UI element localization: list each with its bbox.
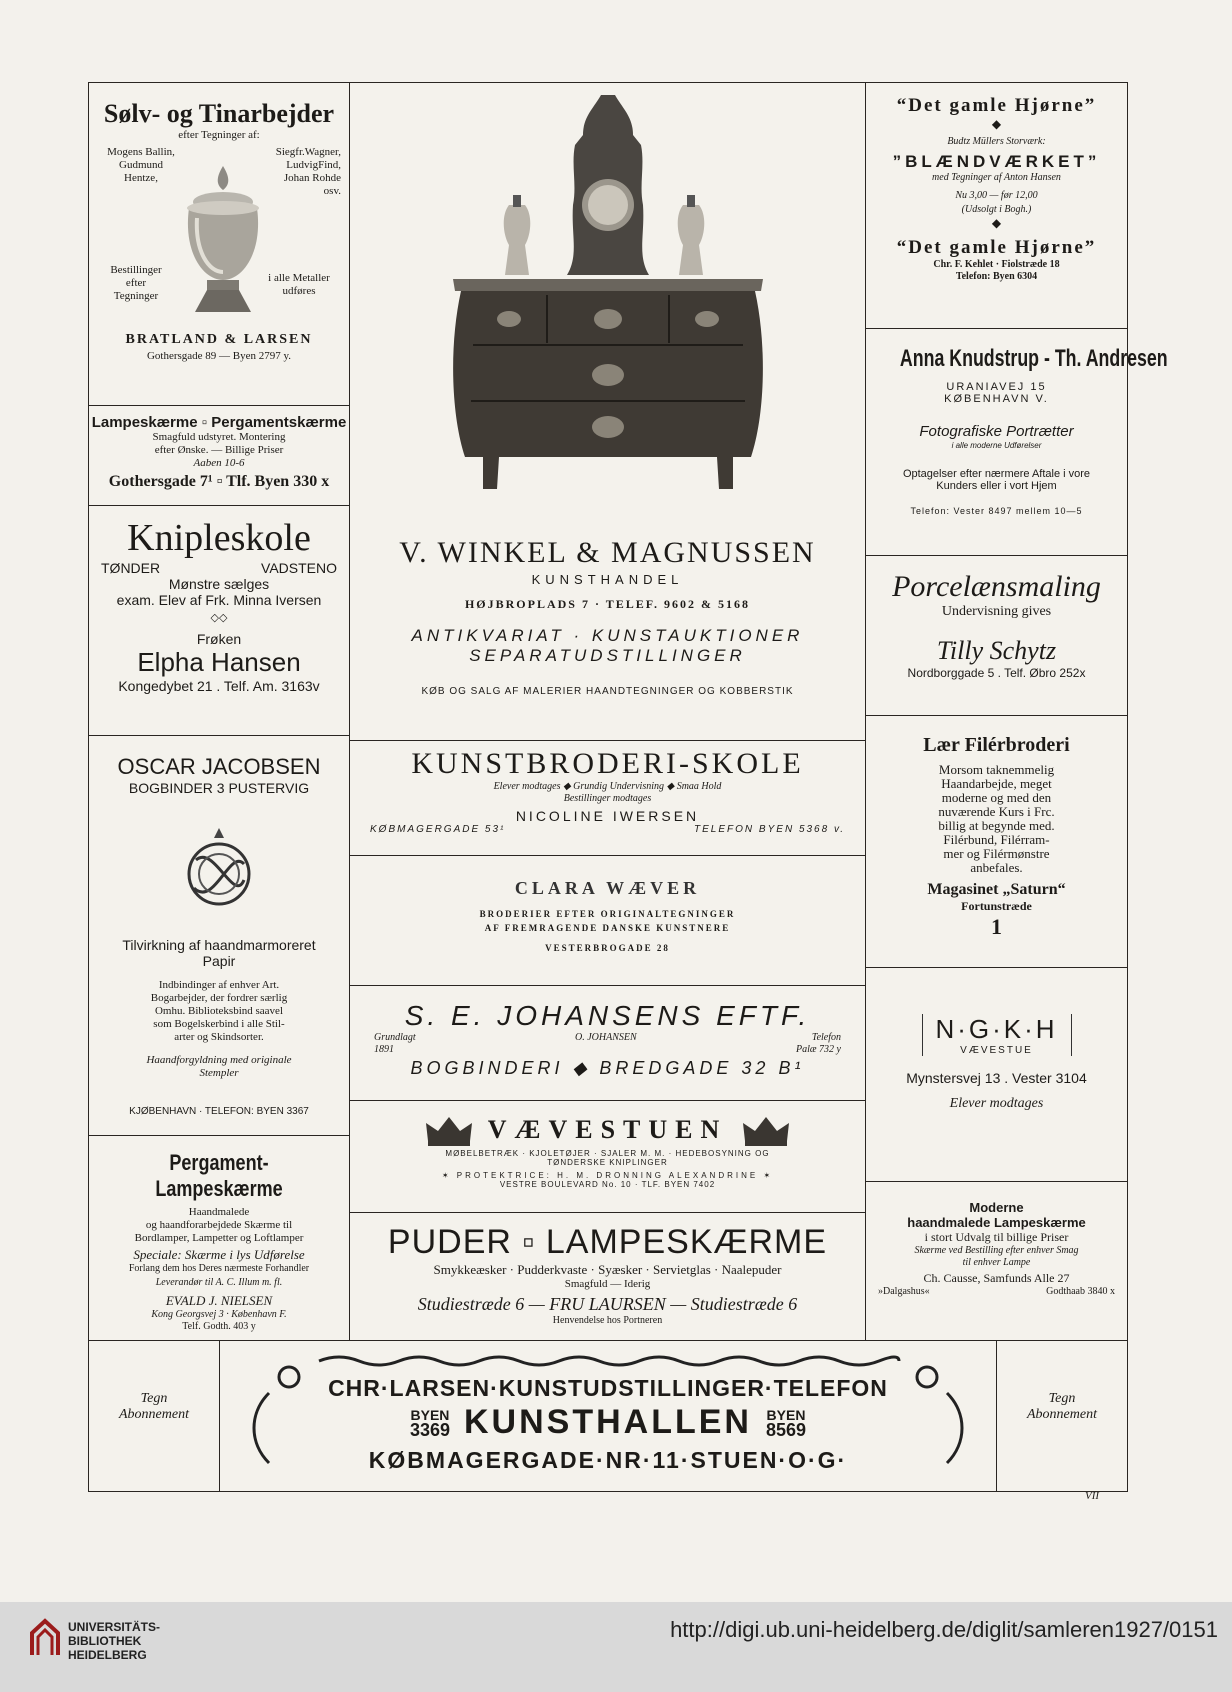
ad-line: ANTIKVARIAT · KUNSTAUKTIONER: [411, 626, 804, 645]
ornament: ◆: [991, 216, 1002, 230]
ad-sub: efter Tegninger af:: [178, 129, 260, 141]
ad-title: “Det gamle Hjørne”: [896, 237, 1097, 258]
ad-title: CLARA WÆVER: [514, 878, 701, 898]
founded-year: 1891: [374, 1044, 394, 1055]
ad-clara-waever: [350, 856, 865, 986]
ad-phone: Godthaab 3840 x: [1046, 1286, 1115, 1297]
subscribe-label: Tegn: [140, 1391, 168, 1406]
ad-title: KUNSTBRODERI-SKOLE: [411, 747, 804, 780]
crown-icon: [424, 1113, 474, 1147]
ad-knipleskole: [89, 506, 349, 736]
teacher-name: Elpha Hansen: [137, 647, 301, 677]
banner-title: KUNSTHALLEN: [464, 1403, 752, 1441]
banner-line: KØBMAGERGADE·NR·11·STUEN·O·G·: [368, 1447, 848, 1473]
ad-line: Stempler: [199, 1067, 239, 1079]
ad-line: Leverandør til A. C. Illum m. fl.: [155, 1277, 283, 1288]
founded-label: Grundlagt: [374, 1032, 416, 1043]
source-url-link[interactable]: http://digi.ub.uni-heidelberg.de/diglit/samleren1927/0151: [670, 1617, 1218, 1642]
ad-title: haandmalede Lampeskærme: [907, 1215, 1086, 1230]
ad-line: KØB OG SALG AF MALERIER HAANDTEGNINGER OG KOBBERSTIK: [421, 686, 794, 697]
ad-title: Sølv- og Tinarbejder: [103, 99, 335, 128]
ad-address: Chr. F. Kehlet · Fiolstræde 18: [933, 259, 1060, 270]
ornament: ◆: [991, 117, 1002, 131]
ad-line: MØBELBETRÆK · KJOLETØJER · SJALER M. M. · HEDEBOSYNING OG: [445, 1149, 770, 1158]
ad-line: exam. Elev af Frk. Minna Iversen: [116, 592, 322, 608]
ngkh-logo: [922, 1014, 1072, 1056]
ad-name: EVALD J. NIELSEN: [165, 1293, 273, 1308]
ad-line: Mønstre sælges: [168, 576, 270, 592]
ad-phone: Telefon: Byen 6304: [955, 271, 1038, 282]
ad-address: Gothersgade 7¹ ▫ Tlf. Byen 330 x: [108, 473, 330, 490]
ad-line: med Tegninger af Anton Hansen: [932, 172, 1061, 183]
ad-line: Elever modtages ◆ Grundig Undervisning ◆ Smaa Hold: [493, 781, 722, 792]
ad-vaevestuen: [350, 1101, 865, 1213]
ad-line: Smykkeæsker · Pudderkvaste · Syæsker · Servietglas · Naalepuder: [433, 1262, 782, 1277]
ad-line: Skærme ved Bestilling efter enhver Smag: [914, 1245, 1079, 1256]
ad-price: Nu 3,00 — før 12,00: [955, 190, 1038, 201]
designer-names-left: Mogens Ballin, Gudmund Hentze,: [107, 146, 175, 184]
university-logo-icon: [28, 1615, 62, 1659]
city-name: VADSTENO: [261, 560, 337, 576]
ad-line: BRODERIER EFTER ORIGINALTEGNINGER: [479, 909, 736, 919]
ad-sub: KUNSTHANDEL: [531, 572, 684, 587]
ad-line: og haandforarbejdede Skærme til: [145, 1219, 293, 1231]
ad-address: Kong Georgsvej 3 · København F.: [151, 1309, 287, 1320]
ad-address: Mynstersvej 13 . Vester 3104: [906, 1070, 1087, 1086]
phone-label: BYEN: [410, 1406, 450, 1423]
ad-line: i alle moderne Udførelser: [951, 441, 1042, 450]
street-number: 1: [991, 914, 1002, 939]
ad-line: Speciale: Skærme i lys Udførelse: [133, 1247, 305, 1262]
ad-anna-knudstrup: [866, 329, 1168, 556]
university-name: UNIVERSITÄTS- BIBLIOTHEK HEIDELBERG: [68, 1620, 161, 1662]
ad-address: KØBMAGERGADE 53¹: [370, 824, 506, 835]
ad-address: Nordborggade 5 . Telf. Øbro 252x: [907, 666, 1086, 680]
ad-line: Bordlamper, Lampetter og Loftlamper: [134, 1232, 304, 1244]
ad-title: S. E. JOHANSENS EFTF.: [404, 1000, 811, 1031]
ad-title: PUDER ▫ LAMPESKÆRME: [387, 1223, 828, 1261]
silver-tureen-icon: [173, 162, 273, 322]
ad-phone: Telf. Godth. 403 y: [182, 1321, 256, 1332]
ad-filerbroderi: [866, 716, 1127, 968]
book-title: ”BLÆNDVÆRKET”: [892, 152, 1101, 171]
ad-line: BOGBINDERI ◆ BREDGADE 32 B¹: [410, 1058, 805, 1078]
shop-name: Magasinet „Saturn“: [927, 881, 1066, 898]
ad-body: Indbindinger af enhver Art. Bogarbejder, der fordrer særlig Omhu. Biblioteksbind saavel som Bogelskerbind i alle Stil- arter og Skindsorter.: [150, 979, 288, 1043]
ad-line: i stort Udvalg til billige Priser: [924, 1230, 1069, 1244]
phone-number: 8569: [765, 1419, 807, 1440]
banner-line: CHR·LARSEN·KUNSTUDSTILLINGER·TELEFON: [328, 1375, 888, 1401]
ad-title: Knipleskole: [127, 517, 311, 559]
ad-line: Smagfuld udstyret. Montering: [152, 431, 286, 443]
designer-names-right: Siegfr.Wagner, LudvigFind, Johan Rohde osv.: [275, 146, 341, 197]
advertisement-page: [88, 82, 1168, 1492]
ad-line: Smagfuld — Iderig: [564, 1278, 651, 1290]
ad-det-gamle-hjorne: [866, 83, 1127, 329]
ad-address: HØJBROPLADS 7 · TELEF. 9602 & 5168: [464, 597, 751, 611]
ad-line: (Udsolgt i Bogh.): [961, 204, 1032, 215]
owner-name: O. JOHANSEN: [575, 1032, 637, 1043]
ad-title: VÆVESTUEN: [487, 1115, 728, 1144]
logo-text: N·G·K·H: [935, 1014, 1058, 1044]
ad-title: Anna Knudstrup - Th. Andresen: [899, 345, 1168, 372]
ad-oscar-jacobsen: [89, 736, 349, 1136]
order-note-right: i alle Metaller udføres: [268, 272, 330, 297]
phone-label: Telefon: [811, 1032, 841, 1043]
order-note-left: Bestillinger efter Tegninger: [110, 264, 162, 302]
ad-lampeskaerme: [89, 406, 349, 506]
ad-title: V. WINKEL & MAGNUSSEN: [399, 536, 816, 569]
ad-line: til enhver Lampe: [962, 1257, 1031, 1268]
phone-number: Palæ 732 y: [796, 1044, 841, 1055]
teacher-name: Tilly Schytz: [936, 636, 1057, 665]
ad-line: Tilvirkning af haandmarmoreret: [122, 937, 316, 953]
logo-sub: VÆVESTUE: [960, 1045, 1033, 1056]
ad-pergament-lampeskaerme: [89, 1136, 349, 1340]
ad-phone: Telefon: Vester 8497 mellem 10—5: [910, 506, 1083, 516]
ad-line: TØNDERSKE KNIPLINGER: [547, 1158, 668, 1167]
subscribe-label: Tegn: [1048, 1391, 1076, 1406]
ad-line: efter Ønske. — Billige Priser: [154, 444, 284, 456]
ad-body: Morsom taknemmelig Haandarbejde, meget moderne og med den nuværende Kurs i Frc. billig at begynde med. Filérbund, Filérram- mer og Filérmønstre anbefales.: [938, 762, 1055, 875]
antique-commode-icon: [443, 95, 773, 525]
ad-kunstbroderi-skole: [350, 741, 865, 856]
ad-address: KJØBENHAVN · TELEFON: BYEN 3367: [129, 1106, 309, 1117]
ad-line: Bestillinger modtages: [563, 793, 652, 804]
ad-title: Porcelænsmaling: [892, 570, 1101, 603]
monogram-icon: [174, 824, 264, 914]
ad-address: Studiestræde 6 — FRU LAURSEN — Studiestræde 6: [417, 1294, 798, 1314]
ad-line: Henvendelse hos Portneren: [552, 1315, 663, 1326]
subscribe-box-right: [996, 1341, 1127, 1492]
ad-line: AF FREMRAGENDE DANSKE KUNSTNERE: [484, 923, 731, 933]
ad-title: Lampeskærme ▫ Pergamentskærme: [91, 414, 347, 431]
crown-icon: [741, 1113, 791, 1147]
ad-line: Haandforgyldning med originale: [146, 1054, 292, 1066]
ad-address: VESTRE BOULEVARD No. 10 · TLF. BYEN 7402: [499, 1180, 716, 1189]
ad-line: Fotografiske Portrætter: [919, 423, 1074, 440]
ad-line: Haandmalede: [188, 1206, 250, 1218]
kunsthallen-banner: [249, 1353, 967, 1481]
ad-johansens-eftf: [350, 986, 865, 1101]
city-name: TØNDER: [101, 560, 161, 576]
building-name: »Dalgashus«: [878, 1286, 930, 1297]
ad-line: Kunders eller i vort Hjem: [936, 480, 1057, 492]
ad-address: KØBENHAVN V.: [944, 393, 1049, 405]
ad-line: Forlang dem hos Deres nærmeste Forhandler: [128, 1263, 310, 1274]
footer-bar: [0, 1602, 1232, 1692]
ad-ngkh-vaevestue: [866, 968, 1127, 1182]
ornament: ◇◇: [210, 612, 228, 624]
ad-line: ✶ PROTEKTRICE: H. M. DRONNING ALEXANDRINE ✶: [441, 1171, 774, 1180]
ad-line: Elever modtages: [949, 1096, 1044, 1111]
ad-sub: BOGBINDER 3 PUSTERVIG: [128, 780, 310, 796]
bottom-row: [89, 1340, 1127, 1492]
ad-title: Moderne: [969, 1200, 1024, 1215]
ad-line: Optagelser efter nærmere Aftale i vore: [902, 468, 1091, 480]
ad-line: Frøken: [196, 631, 242, 647]
ad-address: VESTERBROGADE 28: [545, 943, 670, 953]
ad-line: SEPARATUDSTILLINGER: [469, 646, 746, 665]
opening-hours: Aaben 10-6: [193, 457, 245, 469]
subscribe-box-left: [89, 1341, 220, 1492]
phone-label: BYEN: [766, 1406, 806, 1423]
ad-puder-lampeskaerme: [350, 1213, 865, 1340]
ad-solv-tinarbejder: [89, 83, 349, 406]
phone-number: 3369: [409, 1419, 450, 1440]
ad-address: Fortunstræde: [961, 899, 1032, 913]
ad-porcelaensmaling: [866, 556, 1127, 716]
ad-line: Undervisning gives: [941, 604, 1052, 619]
subscribe-label: Abonnement: [119, 1407, 189, 1422]
ad-address: URANIAVEJ 15: [946, 381, 1047, 393]
ad-address: Kongedybet 21 . Telf. Am. 3163v: [118, 678, 320, 694]
ad-title: Pergament-Lampeskærme: [155, 1150, 283, 1201]
ad-name: NICOLINE IWERSEN: [515, 808, 700, 824]
ad-phone: TELEFON BYEN 5368 v.: [694, 824, 845, 835]
ad-address: Ch. Causse, Samfunds Alle 27: [923, 1271, 1070, 1285]
subscribe-label: Abonnement: [1027, 1407, 1097, 1422]
ad-title: “Det gamle Hjørne”: [896, 95, 1097, 116]
ad-moderne-lampeskaerme: [866, 1182, 1127, 1340]
firm-address: Gothersgade 89 — Byen 2797 y.: [146, 350, 292, 362]
ad-title: Lær Filérbroderi: [923, 734, 1070, 756]
ad-winkel-magnussen: [350, 83, 865, 741]
page-number: VII: [1085, 1490, 1100, 1502]
ad-line: Budtz Müllers Storværk:: [947, 136, 1046, 147]
ad-line: Papir: [202, 953, 236, 969]
ad-title: OSCAR JACOBSEN: [117, 754, 321, 779]
firm-name: BRATLAND & LARSEN: [125, 332, 313, 347]
